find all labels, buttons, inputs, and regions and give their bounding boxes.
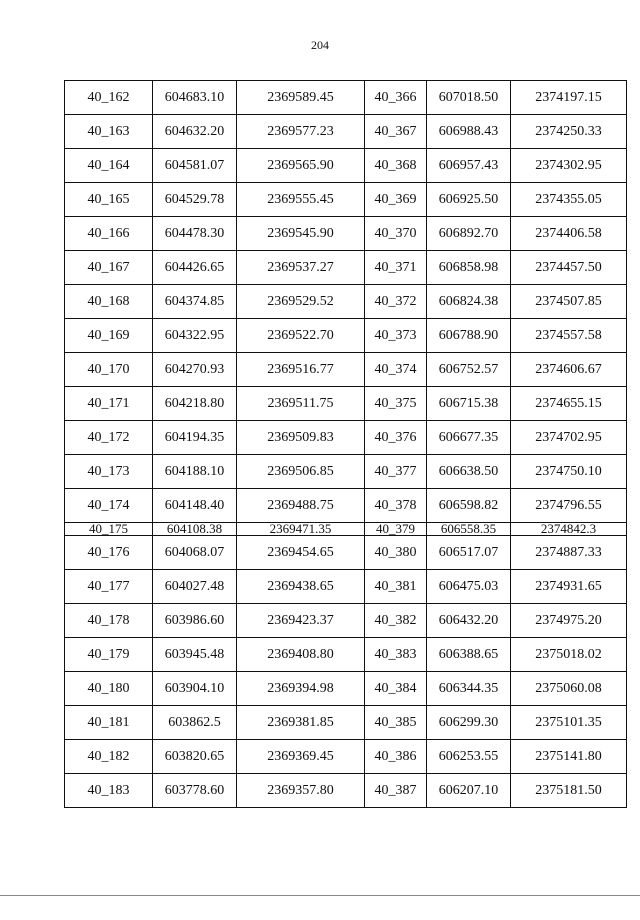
cell-easting-left: 604027.48 <box>153 570 237 604</box>
cell-point-id-left: 40_173 <box>65 455 153 489</box>
cell-point-id-left: 40_171 <box>65 387 153 421</box>
cell-northing-right: 2375101.35 <box>511 706 627 740</box>
cell-northing-left: 2369537.27 <box>237 251 365 285</box>
cell-northing-right: 2374796.55 <box>511 489 627 523</box>
cell-point-id-left: 40_178 <box>65 604 153 638</box>
cell-point-id-right: 40_386 <box>365 740 427 774</box>
cell-easting-right: 606925.50 <box>427 183 511 217</box>
page-number: 204 <box>311 38 329 52</box>
coordinates-table-body <box>65 81 627 808</box>
cell-northing-right: 2375060.08 <box>511 672 627 706</box>
cell-northing-left: 2369488.75 <box>237 489 365 523</box>
cell-easting-left: 604374.85 <box>153 285 237 319</box>
cell-easting-right: 606299.30 <box>427 706 511 740</box>
cell-easting-right: 606824.38 <box>427 285 511 319</box>
cell-point-id-left: 40_165 <box>65 183 153 217</box>
cell-point-id-left: 40_182 <box>65 740 153 774</box>
cell-point-id-left: 40_162 <box>65 81 153 115</box>
cell-easting-left: 604270.93 <box>153 353 237 387</box>
cell-point-id-right: 40_367 <box>365 115 427 149</box>
cell-point-id-right: 40_372 <box>365 285 427 319</box>
cell-northing-right: 2374655.15 <box>511 387 627 421</box>
table-row <box>65 421 627 455</box>
cell-point-id-right: 40_382 <box>365 604 427 638</box>
cell-easting-left: 603945.48 <box>153 638 237 672</box>
table-row <box>65 251 627 285</box>
cell-point-id-left: 40_180 <box>65 672 153 706</box>
cell-easting-left: 604148.40 <box>153 489 237 523</box>
cell-easting-left: 604632.20 <box>153 115 237 149</box>
cell-northing-left: 2369471.35 <box>237 523 365 536</box>
table-row <box>65 319 627 353</box>
cell-point-id-left: 40_179 <box>65 638 153 672</box>
cell-northing-right: 2374750.10 <box>511 455 627 489</box>
cell-northing-right: 2374406.58 <box>511 217 627 251</box>
cell-northing-right: 2375141.80 <box>511 740 627 774</box>
cell-point-id-right: 40_377 <box>365 455 427 489</box>
cell-northing-left: 2369369.45 <box>237 740 365 774</box>
cell-easting-right: 607018.50 <box>427 81 511 115</box>
cell-northing-right: 2374355.05 <box>511 183 627 217</box>
cell-northing-left: 2369408.80 <box>237 638 365 672</box>
table-row <box>65 774 627 808</box>
cell-northing-left: 2369516.77 <box>237 353 365 387</box>
cell-easting-left: 603904.10 <box>153 672 237 706</box>
table-row <box>65 672 627 706</box>
cell-point-id-left: 40_176 <box>65 536 153 570</box>
cell-easting-left: 604683.10 <box>153 81 237 115</box>
cell-northing-left: 2369509.83 <box>237 421 365 455</box>
cell-easting-left: 604218.80 <box>153 387 237 421</box>
cell-easting-right: 606344.35 <box>427 672 511 706</box>
cell-point-id-right: 40_375 <box>365 387 427 421</box>
cell-northing-right: 2374250.33 <box>511 115 627 149</box>
cell-easting-left: 603862.5 <box>153 706 237 740</box>
cell-point-id-left: 40_183 <box>65 774 153 808</box>
cell-easting-right: 606517.07 <box>427 536 511 570</box>
cell-easting-left: 604426.65 <box>153 251 237 285</box>
cell-easting-left: 604108.38 <box>153 523 237 536</box>
cell-easting-right: 606253.55 <box>427 740 511 774</box>
table-row <box>65 455 627 489</box>
cell-northing-left: 2369438.65 <box>237 570 365 604</box>
cell-point-id-right: 40_376 <box>365 421 427 455</box>
coordinates-table <box>64 80 627 808</box>
cell-easting-right: 606558.35 <box>427 523 511 536</box>
table-row <box>65 523 627 536</box>
cell-point-id-left: 40_169 <box>65 319 153 353</box>
cell-easting-right: 606715.38 <box>427 387 511 421</box>
cell-northing-left: 2369545.90 <box>237 217 365 251</box>
cell-northing-right: 2374606.67 <box>511 353 627 387</box>
table-row <box>65 115 627 149</box>
cell-point-id-left: 40_168 <box>65 285 153 319</box>
cell-northing-left: 2369506.85 <box>237 455 365 489</box>
cell-easting-right: 606598.82 <box>427 489 511 523</box>
cell-easting-left: 604322.95 <box>153 319 237 353</box>
cell-easting-right: 606207.10 <box>427 774 511 808</box>
cell-northing-right: 2374931.65 <box>511 570 627 604</box>
cell-easting-right: 606858.98 <box>427 251 511 285</box>
table-row <box>65 740 627 774</box>
cell-point-id-right: 40_387 <box>365 774 427 808</box>
table-row <box>65 217 627 251</box>
cell-northing-left: 2369589.45 <box>237 81 365 115</box>
cell-easting-right: 606432.20 <box>427 604 511 638</box>
cell-northing-right: 2374302.95 <box>511 149 627 183</box>
cell-northing-left: 2369577.23 <box>237 115 365 149</box>
cell-point-id-right: 40_374 <box>365 353 427 387</box>
cell-northing-right: 2374975.20 <box>511 604 627 638</box>
cell-easting-left: 604478.30 <box>153 217 237 251</box>
cell-point-id-right: 40_366 <box>365 81 427 115</box>
table-row <box>65 604 627 638</box>
cell-easting-left: 603778.60 <box>153 774 237 808</box>
cell-northing-left: 2369511.75 <box>237 387 365 421</box>
cell-easting-right: 606638.50 <box>427 455 511 489</box>
cell-easting-right: 606475.03 <box>427 570 511 604</box>
cell-northing-right: 2374887.33 <box>511 536 627 570</box>
table-row <box>65 285 627 319</box>
cell-point-id-right: 40_383 <box>365 638 427 672</box>
cell-northing-left: 2369423.37 <box>237 604 365 638</box>
cell-point-id-left: 40_181 <box>65 706 153 740</box>
cell-point-id-left: 40_166 <box>65 217 153 251</box>
cell-point-id-right: 40_384 <box>365 672 427 706</box>
cell-point-id-right: 40_381 <box>365 570 427 604</box>
cell-point-id-right: 40_369 <box>365 183 427 217</box>
cell-northing-right: 2374702.95 <box>511 421 627 455</box>
cell-northing-right: 2375018.02 <box>511 638 627 672</box>
cell-easting-right: 606388.65 <box>427 638 511 672</box>
cell-easting-right: 606788.90 <box>427 319 511 353</box>
table-row <box>65 149 627 183</box>
cell-easting-left: 603820.65 <box>153 740 237 774</box>
cell-easting-right: 606988.43 <box>427 115 511 149</box>
table-row <box>65 536 627 570</box>
cell-northing-left: 2369529.52 <box>237 285 365 319</box>
cell-northing-left: 2369357.80 <box>237 774 365 808</box>
cell-easting-left: 604529.78 <box>153 183 237 217</box>
cell-northing-right: 2374557.58 <box>511 319 627 353</box>
table-row <box>65 570 627 604</box>
table-row <box>65 183 627 217</box>
cell-northing-left: 2369381.85 <box>237 706 365 740</box>
cell-point-id-right: 40_378 <box>365 489 427 523</box>
table-row <box>65 81 627 115</box>
cell-easting-right: 606677.35 <box>427 421 511 455</box>
cell-point-id-left: 40_172 <box>65 421 153 455</box>
cell-point-id-right: 40_370 <box>365 217 427 251</box>
page-edge-line <box>0 895 640 896</box>
cell-point-id-left: 40_167 <box>65 251 153 285</box>
cell-point-id-left: 40_164 <box>65 149 153 183</box>
cell-easting-right: 606892.70 <box>427 217 511 251</box>
cell-point-id-right: 40_373 <box>365 319 427 353</box>
cell-northing-right: 2374842.3 <box>511 523 627 536</box>
cell-easting-right: 606957.43 <box>427 149 511 183</box>
cell-easting-right: 606752.57 <box>427 353 511 387</box>
cell-northing-left: 2369555.45 <box>237 183 365 217</box>
cell-northing-right: 2374197.15 <box>511 81 627 115</box>
cell-northing-left: 2369565.90 <box>237 149 365 183</box>
cell-point-id-right: 40_380 <box>365 536 427 570</box>
table-row <box>65 353 627 387</box>
cell-easting-left: 603986.60 <box>153 604 237 638</box>
cell-easting-left: 604188.10 <box>153 455 237 489</box>
table-row <box>65 489 627 523</box>
table-row <box>65 638 627 672</box>
cell-northing-right: 2374507.85 <box>511 285 627 319</box>
cell-point-id-left: 40_175 <box>65 523 153 536</box>
table-row <box>65 706 627 740</box>
cell-northing-right: 2374457.50 <box>511 251 627 285</box>
cell-easting-left: 604194.35 <box>153 421 237 455</box>
cell-point-id-left: 40_163 <box>65 115 153 149</box>
cell-northing-left: 2369394.98 <box>237 672 365 706</box>
cell-northing-left: 2369454.65 <box>237 536 365 570</box>
cell-easting-left: 604581.07 <box>153 149 237 183</box>
cell-point-id-right: 40_385 <box>365 706 427 740</box>
cell-easting-left: 604068.07 <box>153 536 237 570</box>
cell-point-id-right: 40_371 <box>365 251 427 285</box>
cell-point-id-left: 40_170 <box>65 353 153 387</box>
cell-point-id-left: 40_174 <box>65 489 153 523</box>
cell-point-id-right: 40_368 <box>365 149 427 183</box>
cell-northing-left: 2369522.70 <box>237 319 365 353</box>
cell-point-id-left: 40_177 <box>65 570 153 604</box>
cell-point-id-right: 40_379 <box>365 523 427 536</box>
table-row <box>65 387 627 421</box>
cell-northing-right: 2375181.50 <box>511 774 627 808</box>
